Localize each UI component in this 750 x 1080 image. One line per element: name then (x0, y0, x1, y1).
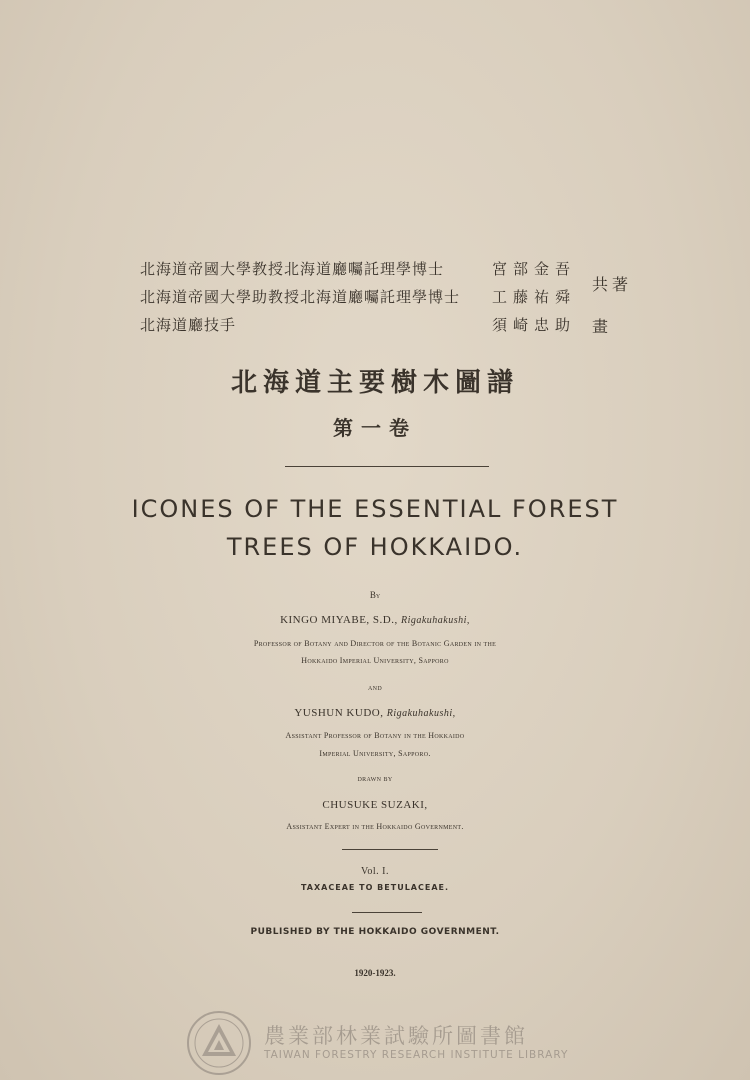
publisher: PUBLISHED BY THE HOKKAIDO GOVERNMENT. (250, 927, 500, 937)
english-title-line1: ICONES OF THE ESSENTIAL FOREST (131, 495, 619, 523)
author2-position: Assistant Professor of Botany in the Hokkaido (285, 731, 465, 740)
japanese-author-block (140, 258, 640, 338)
author-affiliation: 北海道帝國大學教授北海道廳囑託理學博士 (140, 260, 445, 278)
author-name: 須崎忠助 (492, 316, 577, 334)
author2-institution: Imperial University, Sapporo. (319, 749, 431, 758)
title-divider (285, 466, 489, 467)
volume-divider-bottom (352, 912, 422, 913)
volume-divider-top (342, 849, 438, 850)
japanese-title: 北海道主要樹木圖譜 (230, 368, 519, 398)
role-illustration: 畫 (592, 317, 610, 336)
drawn-by-label: drawn by (357, 774, 393, 783)
by-label: By (369, 590, 381, 600)
author1-name: KINGO MIYABE, S.D., (280, 614, 398, 626)
author1-name-line (0, 614, 750, 626)
japanese-volume: 第一卷 (333, 416, 417, 440)
author1-institution: Hokkaido Imperial University, Sapporo (301, 656, 449, 665)
volume-label: Vol. I. (360, 866, 390, 877)
illustrator-name: CHUSUKE SUZAKI, (322, 799, 428, 811)
author2-name: YUSHUN KUDO, (294, 707, 384, 719)
author-affiliation: 北海道帝國大學助教授北海道廳囑託理學博士 (140, 288, 461, 306)
author-name: 工藤祐舜 (492, 288, 577, 306)
library-name-chinese: 農業部林業試驗所圖書館 (264, 1024, 528, 1048)
families-label: TAXACEAE TO BETULACEAE. (300, 883, 450, 892)
author2-honorific: Rigakuhakushi, (386, 708, 456, 719)
illustrator-position: Assistant Expert in the Hokkaido Government. (286, 822, 464, 831)
author-name: 宮部金吾 (492, 260, 577, 278)
and-label: and (368, 683, 382, 692)
author1-honorific: Rigakuhakushi, (400, 615, 470, 626)
role-joint-authors: 共著 (592, 275, 633, 294)
author2-name-line (0, 707, 750, 719)
english-title (0, 490, 750, 566)
english-title-line2: TREES OF HOKKAIDO. (226, 533, 524, 561)
author1-position: Professor of Botany and Director of the Botanic Garden in the (253, 639, 497, 648)
library-name-english: TAIWAN FORESTRY RESEARCH INSTITUTE LIBRARY (264, 1049, 569, 1061)
library-seal-icon (186, 1010, 252, 1076)
author-affiliation: 北海道廳技手 (140, 316, 237, 334)
years: 1920-1923. (354, 968, 396, 978)
